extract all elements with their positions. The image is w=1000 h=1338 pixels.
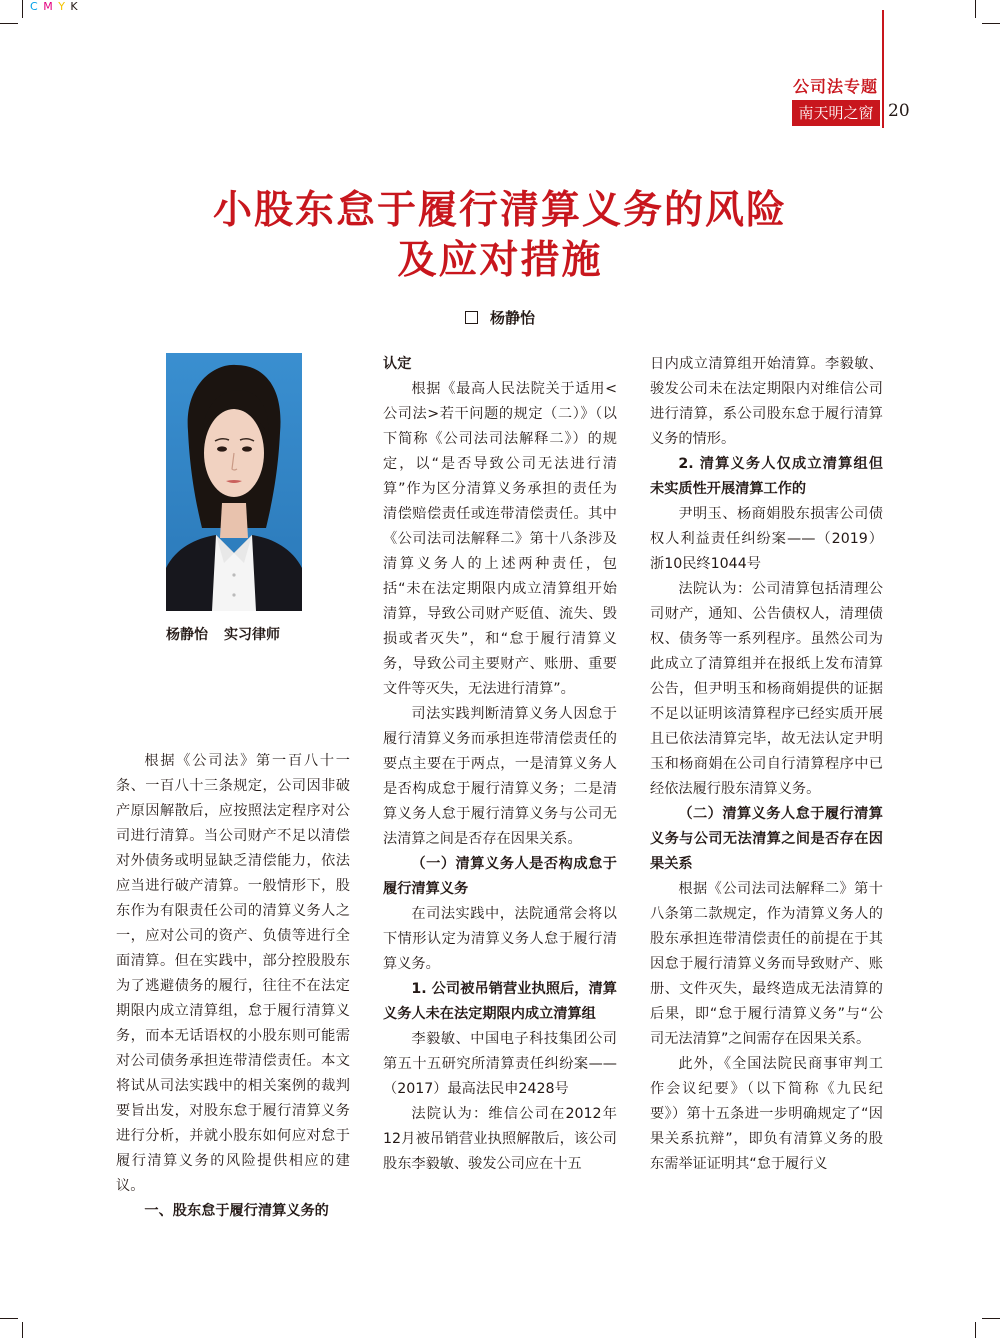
crop-mark-bl-h <box>0 1318 18 1319</box>
cmyk-color-bar <box>30 0 79 13</box>
body-column-2 <box>383 352 617 1177</box>
paragraph: 在司法实践中，法院通常会将以下情形认定为清算义务人怠于履行清算义务。 <box>383 906 617 972</box>
section-heading-1-cont: 认定 <box>383 356 412 372</box>
crop-mark-bl-v <box>22 1322 23 1338</box>
case-heading-2: 2. 清算义务人仅成立清算组但未实质性开展清算工作的 <box>650 456 883 497</box>
article-title-line1: 小股东怠于履行清算义务的风险 <box>212 188 787 233</box>
cmyk-y: Y <box>58 0 66 13</box>
photo-caption-name: 杨静怡 <box>166 627 208 643</box>
paragraph: 此外，《全国法院民商事审判工作会议纪要》（以下简称《九民纪要》）第十五条进一步明确规定了“因果关系抗辩”，即负有清算义务的股东需举证证明其“怠于履行义 <box>650 1056 883 1172</box>
crop-mark-tr-h <box>982 23 1000 24</box>
paragraph: 法院认为：维信公司在2012年12月被吊销营业执照解散后，该公司股东李毅敏、骏发公司应在十五 <box>383 1106 617 1172</box>
case-citation: 尹明玉、杨商娟股东损害公司债权人利益责任纠纷案——（2019）浙10民终1044号 <box>650 506 883 572</box>
case-heading-1: 1. 公司被吊销营业执照后，清算义务人未在法定期限内成立清算组 <box>383 981 617 1022</box>
section-heading-1: 一、股东怠于履行清算义务的 <box>144 1203 329 1219</box>
section-topic: 公司法专题 <box>792 77 878 96</box>
photo-caption-role: 实习律师 <box>224 627 280 643</box>
author-name: 杨静怡 <box>489 309 535 327</box>
paragraph: 根据《最高人民法院关于适用<公司法>若干问题的规定（二）》（以下简称《公司法司法解释二》）的规定，以“是否导致公司无法进行清算”作为区分清算义务承担的责任为清偿赔偿责任或连带清偿责任。其中《公司法司法解释二》第十八条涉及清算义务人的上述两种责任，包括“未在法定期限内成立清算组开始清算，导致公司财产贬值、流失、毁损或者灭失”，和“怠于履行清算义务，导致公司主要财产、账册、重要文件等灭失，无法进行清算”。 <box>383 381 617 697</box>
paragraph: 司法实践判断清算义务人因怠于履行清算义务而承担连带清偿责任的要点主要在于两点，一是清算义务人是否构成怠于履行清算义务；二是清算义务人怠于履行清算义务与公司无法清算之间是否存在因果关系。 <box>383 706 617 847</box>
paragraph: 法院认为：公司清算包括清理公司财产，通知、公告债权人，清理债权、债务等一系列程序。虽然公司为此成立了清算组并在报纸上发布清算公告，但尹明玉和杨商娟提供的证据不足以证明该清算程序已经实质开展且已依法清算完毕，故无法认定尹明玉和杨商娟在公司自行清算程序中已经依法履行股东清算义务。 <box>650 581 883 797</box>
crop-mark-tl-v <box>22 0 23 18</box>
byline <box>0 307 1000 328</box>
column-name-badge: 南天明之窗 <box>792 100 880 126</box>
square-bullet-icon <box>465 311 478 324</box>
photo-caption <box>166 624 280 644</box>
body-column-3 <box>650 352 883 1177</box>
crop-mark-tr-v <box>975 0 976 18</box>
paragraph: 根据《公司法司法解释二》第十八条第二款规定，作为清算义务人的股东承担连带清偿责任的前提在于其因怠于履行清算义务而导致财产、账册、文件灭失，最终造成无法清算的后果，即“怠于履行清算义务”与“公司无法清算”之间需存在因果关系。 <box>650 881 883 1047</box>
author-photo <box>166 353 302 611</box>
cmyk-c: C <box>30 0 39 13</box>
page-number: 20 <box>888 101 910 121</box>
header-divider-line <box>882 10 884 128</box>
body-column-1 <box>116 749 350 1224</box>
crop-mark-br-v <box>975 1322 976 1338</box>
cmyk-m: M <box>43 0 54 13</box>
subsection-heading-2: （二）清算义务人怠于履行清算义务与公司无法清算之间是否存在因果关系 <box>650 806 883 872</box>
crop-mark-br-h <box>982 1318 1000 1319</box>
subsection-heading-1: （一）清算义务人是否构成怠于履行清算义务 <box>383 856 617 897</box>
paragraph-intro: 根据《公司法》第一百八十一条、一百八十三条规定，公司因非破产原因解散后，应按照法定程序对公司进行清算。当公司财产不足以清偿对外债务或明显缺乏清偿能力，依法应当进行破产清算。一般情形下，股东作为有限责任公司的清算义务人之一，应对公司的资产、负债等进行全面清算。但在实践中，部分控股股东为了逃避债务的履行，往往不在法定期限内成立清算组，怠于履行清算义务，而本无话语权的小股东则可能需对公司债务承担连带清偿责任。本文将试从司法实践中的相关案例的裁判要旨出发，对股东怠于履行清算义务进行分析，并就小股东如何应对怠于履行清算义务的风险提供相应的建议。 <box>116 753 350 1194</box>
crop-mark-tl-h <box>0 23 18 24</box>
paragraph-cont: 日内成立清算组开始清算。李毅敏、骏发公司未在法定期限内对维信公司进行清算，系公司股东怠于履行清算义务的情形。 <box>650 356 883 447</box>
case-citation: 李毅敏、中国电子科技集团公司第五十五研究所清算责任纠纷案——（2017）最高法民申2428号 <box>383 1031 617 1097</box>
cmyk-k: K <box>70 0 79 13</box>
article-title-line2: 及应对措施 <box>397 238 603 283</box>
